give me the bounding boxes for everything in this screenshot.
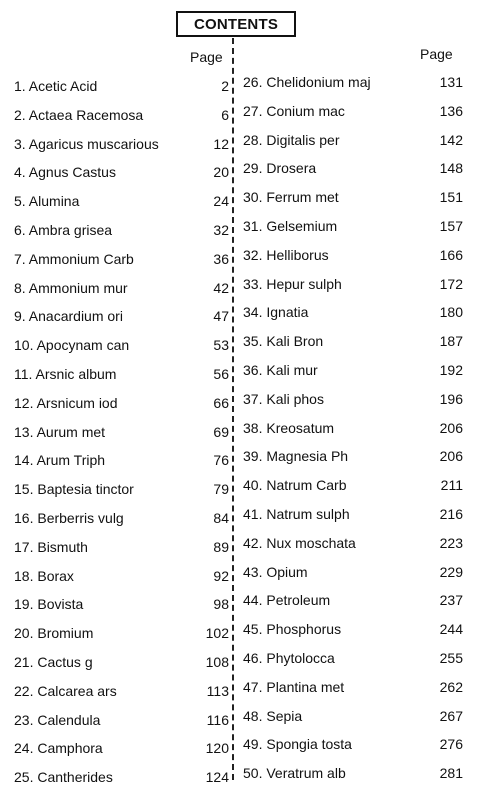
entry-page-number: 108	[205, 654, 229, 670]
contents-entry	[243, 245, 463, 265]
contents-entry	[243, 331, 463, 351]
entry-page-number: 237	[439, 592, 463, 609]
contents-entry	[243, 619, 463, 639]
entry-title: 25. Cantherides	[14, 769, 113, 786]
contents-entry	[14, 479, 229, 499]
entry-page-number: 187	[439, 333, 463, 350]
column-divider	[232, 38, 234, 780]
entry-title: 32. Helliborus	[243, 246, 329, 263]
entry-title: 11. Arsnic album	[14, 366, 117, 382]
contents-entry	[14, 710, 229, 730]
contents-entry	[243, 504, 463, 524]
entry-title: 37. Kali phos	[243, 390, 324, 407]
entry-page-number: 192	[439, 362, 463, 378]
entry-title: 28. Digitalis per	[243, 131, 340, 148]
entry-page-number: 66	[213, 394, 229, 411]
contents-entry	[14, 162, 229, 182]
entry-title: 12. Arsnicum iod	[14, 394, 118, 411]
contents-entry	[14, 364, 229, 384]
entry-page-number: 211	[440, 477, 463, 494]
contents-entry	[14, 306, 229, 326]
contents-entry	[14, 738, 229, 758]
contents-entry	[243, 158, 463, 178]
entry-title: 42. Nux moschata	[243, 534, 356, 551]
contents-entry	[243, 389, 463, 409]
entry-page-number: 255	[439, 650, 463, 666]
entry-title: 33. Hepur sulph	[243, 275, 342, 292]
entry-page-number: 180	[439, 304, 463, 321]
contents-entry	[14, 594, 229, 614]
contents-entry	[243, 763, 463, 783]
entry-page-number: 56	[213, 366, 229, 382]
entry-page-number: 124	[205, 769, 229, 786]
entry-page-number: 262	[439, 678, 463, 695]
entry-title: 6. Ambra grisea	[14, 222, 113, 238]
contents-entry	[14, 537, 229, 557]
entry-title: 7. Ammonium Carb	[14, 250, 134, 267]
entry-title: 13. Aurum met	[14, 423, 106, 440]
entry-page-number: 89	[213, 538, 229, 555]
entry-page-number: 69	[213, 423, 229, 440]
entry-page-number: 131	[439, 74, 463, 90]
entry-page-number: 47	[213, 308, 229, 325]
entry-title: 30. Ferrum met	[243, 189, 339, 206]
entry-page-number: 20	[213, 164, 229, 181]
entry-title: 16. Berberris vulg	[14, 510, 124, 526]
entry-page-number: 53	[213, 337, 229, 354]
entry-title: 22. Calcarea ars	[14, 682, 117, 699]
entry-page-number: 36	[213, 250, 229, 267]
contents-entry	[243, 187, 463, 207]
entry-title: 49. Spongia tosta	[243, 736, 352, 753]
contents-entry	[243, 216, 463, 236]
entry-title: 18. Borax	[14, 567, 74, 584]
entry-title: 44. Petroleum	[243, 592, 331, 609]
contents-entry	[14, 76, 229, 96]
contents-entry	[243, 302, 463, 322]
entry-page-number: 12	[213, 135, 229, 152]
entry-page-number: 84	[213, 510, 229, 526]
contents-entry	[243, 72, 463, 92]
entry-page-number: 136	[439, 102, 463, 119]
contents-entry	[14, 249, 229, 269]
entry-title: 50. Veratrum alb	[243, 765, 346, 782]
entry-title: 26. Chelidonium maj	[243, 74, 371, 90]
entry-title: 17. Bismuth	[14, 538, 88, 555]
entry-title: 31. Gelsemium	[243, 218, 338, 234]
entry-title: 8. Ammonium mur	[14, 279, 128, 296]
contents-entry	[243, 706, 463, 726]
entry-page-number: 281	[439, 765, 463, 782]
entry-page-number: 229	[439, 563, 463, 580]
entry-page-number: 166	[439, 246, 463, 263]
page-column-header-left: Page	[190, 49, 223, 65]
contents-entry	[14, 508, 229, 528]
contents-entry	[243, 677, 463, 697]
entry-page-number: 206	[439, 419, 463, 436]
entry-title: 46. Phytolocca	[243, 650, 335, 666]
entry-title: 47. Plantina met	[243, 678, 345, 695]
contents-entry	[243, 130, 463, 150]
contents-entry	[14, 623, 229, 643]
entry-title: 43. Opium	[243, 563, 308, 580]
contents-entry	[14, 278, 229, 298]
entry-page-number: 120	[205, 740, 229, 757]
entry-title: 36. Kali mur	[243, 362, 318, 378]
entry-page-number: 267	[439, 707, 463, 724]
contents-entry	[14, 191, 229, 211]
entry-page-number: 76	[213, 452, 229, 469]
contents-entry	[243, 590, 463, 610]
entry-page-number: 244	[439, 621, 463, 638]
contents-entry	[243, 734, 463, 754]
entry-page-number: 142	[439, 131, 463, 148]
entry-page-number: 196	[439, 390, 463, 407]
contents-entry	[14, 450, 229, 470]
entry-page-number: 276	[439, 736, 463, 753]
entry-page-number: 102	[205, 625, 229, 642]
entry-page-number: 216	[439, 506, 463, 522]
entry-title: 15. Baptesia tinctor	[14, 481, 134, 498]
contents-entry	[243, 418, 463, 438]
entry-page-number: 113	[206, 682, 229, 699]
contents-entry	[243, 360, 463, 380]
entry-page-number: 79	[213, 481, 229, 498]
contents-entry	[243, 648, 463, 668]
entry-title: 39. Magnesia Ph	[243, 448, 349, 465]
entry-title: 3. Agaricus muscarious	[14, 135, 159, 152]
contents-entry	[14, 220, 229, 240]
contents-title: CONTENTS	[176, 11, 296, 37]
entry-page-number: 2	[221, 78, 229, 94]
entry-page-number: 172	[439, 275, 463, 292]
entry-page-number: 223	[439, 534, 463, 551]
entry-title: 21. Cactus g	[14, 654, 93, 670]
entry-page-number: 206	[439, 448, 463, 465]
page-column-header-right: Page	[420, 46, 453, 62]
entry-title: 41. Natrum sulph	[243, 506, 350, 522]
entry-title: 5. Alumina	[14, 193, 80, 210]
entry-page-number: 148	[439, 160, 463, 177]
entry-title: 48. Sepia	[243, 707, 303, 724]
contents-entry	[14, 652, 229, 672]
contents-entry	[243, 446, 463, 466]
entry-title: 34. Ignatia	[243, 304, 309, 321]
entry-page-number: 6	[221, 106, 229, 123]
contents-entry	[14, 767, 229, 787]
entry-page-number: 42	[213, 279, 229, 296]
entry-title: 45. Phosphorus	[243, 621, 342, 638]
entry-title: 19. Bovista	[14, 596, 84, 613]
contents-entry	[14, 393, 229, 413]
entry-page-number: 98	[213, 596, 229, 613]
contents-entry	[243, 101, 463, 121]
contents-entry	[14, 422, 229, 442]
entry-title: 1. Acetic Acid	[14, 78, 98, 94]
contents-entry	[243, 562, 463, 582]
entry-title: 27. Conium mac	[243, 102, 345, 119]
entry-title: 20. Bromium	[14, 625, 94, 642]
contents-entry	[243, 533, 463, 553]
contents-entry	[14, 566, 229, 586]
contents-entry	[14, 335, 229, 355]
entry-title: 29. Drosera	[243, 160, 317, 177]
entry-title: 35. Kali Bron	[243, 333, 324, 350]
contents-entry	[14, 681, 229, 701]
entry-page-number: 151	[439, 189, 463, 206]
entry-title: 10. Apocynam can	[14, 337, 130, 354]
contents-entry	[14, 105, 229, 125]
entry-page-number: 92	[213, 567, 229, 584]
entry-title: 4. Agnus Castus	[14, 164, 116, 181]
contents-entry	[243, 475, 463, 495]
entry-page-number: 32	[213, 222, 229, 238]
entry-page-number: 116	[206, 711, 229, 728]
entry-title: 24. Camphora	[14, 740, 103, 757]
entry-title: 23. Calendula	[14, 711, 101, 728]
entry-page-number: 24	[213, 193, 229, 210]
entry-title: 2. Actaea Racemosa	[14, 106, 144, 123]
entry-title: 14. Arum Triph	[14, 452, 106, 469]
contents-entry	[14, 134, 229, 154]
contents-entry	[243, 274, 463, 294]
entry-title: 40. Natrum Carb	[243, 477, 347, 494]
entry-page-number: 157	[439, 218, 463, 234]
entry-title: 9. Anacardium ori	[14, 308, 123, 325]
entry-title: 38. Kreosatum	[243, 419, 335, 436]
